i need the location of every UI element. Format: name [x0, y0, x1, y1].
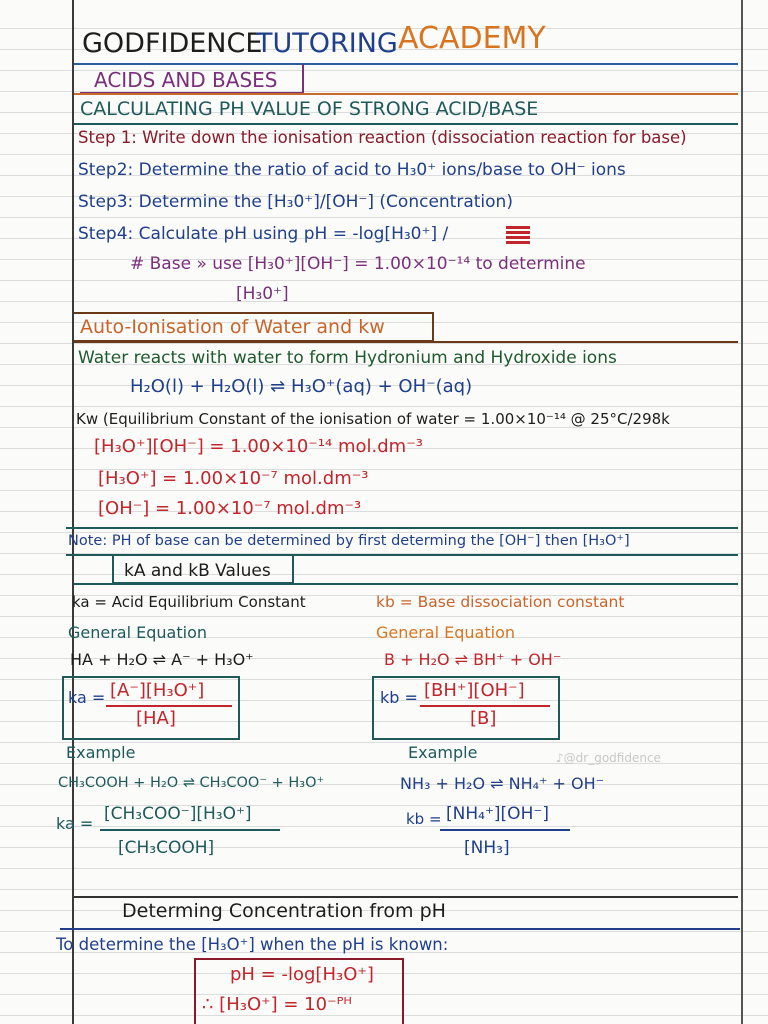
left-margin-line: [72, 0, 74, 1024]
step-4: Step4: Calculate pH using pH = -log[H₃0⁺] /: [78, 224, 449, 244]
kb-label: kb =: [380, 688, 418, 707]
kb-reaction: B + H₂O ⇌ BH⁺ + OH⁻: [384, 650, 562, 669]
kb-example-label: Example: [408, 743, 478, 762]
kb-numerator: [BH⁺][OH⁻]: [424, 680, 525, 701]
note-top-line: [66, 527, 738, 529]
subtitle-box: [80, 64, 304, 94]
autoion-heading: Auto-Ionisation of Water and kw: [80, 316, 385, 338]
kb-denominator: [B]: [470, 708, 497, 729]
ka-example-denominator: [CH₃COOH]: [118, 838, 215, 858]
title-academy: ACADEMY: [398, 21, 546, 56]
ka-numerator: [A⁻][H₃O⁺]: [110, 680, 205, 701]
base-note-continued: [H₃0⁺]: [236, 284, 289, 304]
note-text: Note: PH of base can be determined by first determing the [OH⁻] then [H₃O⁺]: [68, 533, 630, 549]
ka-example-fraction-line: [100, 829, 280, 831]
kb-fraction-line: [420, 705, 550, 707]
subtitle-underline: [74, 93, 738, 95]
kb-example-numerator: [NH₄⁺][OH⁻]: [446, 804, 549, 824]
ka-general-equation: General Equation: [68, 623, 207, 642]
kb-definition: kb = Base dissociation constant: [376, 593, 625, 611]
title-godfidence: GODFIDENCE: [82, 28, 263, 59]
conc-top-line: [74, 896, 738, 898]
conc-heading: Determing Concentration from pH: [122, 900, 446, 922]
ka-fraction-line: [106, 705, 232, 707]
conc-eq2: ∴ [H₃O⁺] = 10⁻ᴾᴴ: [202, 994, 352, 1015]
kb-example-denominator: [NH₃]: [464, 838, 510, 858]
ka-example-reaction: CH₃COOH + H₂O ⇌ CH₃COO⁻ + H₃O⁺: [58, 775, 325, 791]
ka-example-label: Example: [66, 743, 136, 762]
title-tutoring: TUTORING: [256, 28, 398, 59]
autoion-heading-box: [74, 312, 434, 342]
strong-heading-underline: [74, 123, 738, 125]
conc-eq1: pH = -log[H₃O⁺]: [230, 964, 374, 985]
kw-eq1: [H₃O⁺][OH⁻] = 1.00×10⁻¹⁴ mol.dm⁻³: [94, 436, 423, 457]
ka-example-numerator: [CH₃COO⁻][H₃O⁺]: [104, 804, 252, 824]
ka-definition: ka = Acid Equilibrium Constant: [72, 593, 306, 611]
ka-example-label-eq: ka =: [56, 814, 94, 833]
kakb-underline: [74, 583, 738, 585]
watermark-handle: ♪@dr_godfidence: [556, 751, 661, 765]
kb-example-reaction: NH₃ + H₂O ⇌ NH₄⁺ + OH⁻: [400, 774, 605, 793]
kb-example-label-eq: kb =: [406, 810, 442, 828]
right-margin-line: [741, 0, 743, 1024]
step-1: Step 1: Write down the ionisation reaction (dissociation reaction for base): [78, 128, 687, 147]
kakb-heading-box: [112, 556, 294, 584]
scribble-mark: [506, 224, 530, 244]
ka-label: ka =: [68, 688, 106, 707]
autoion-reaction: H₂O(l) + H₂O(l) ⇌ H₃O⁺(aq) + OH⁻(aq): [130, 376, 473, 397]
strong-heading: CALCULATING PH VALUE OF STRONG ACID/BASE: [80, 98, 539, 120]
kb-example-fraction-line: [440, 829, 570, 831]
kakb-heading: kA and kB Values: [124, 561, 271, 581]
ka-reaction: HA + H₂O ⇌ A⁻ + H₃O⁺: [70, 650, 254, 669]
autoion-underline: [74, 341, 738, 343]
base-note: # Base » use [H₃0⁺][OH⁻] = 1.00×10⁻¹⁴ to determine: [130, 254, 586, 274]
conc-intro: To determine the [H₃O⁺] when the pH is known:: [56, 935, 449, 954]
conc-heading-underline: [60, 928, 740, 930]
autoion-line1: Water reacts with water to form Hydronium and Hydroxide ions: [78, 348, 617, 368]
ka-denominator: [HA]: [136, 708, 176, 729]
kw-eq2: [H₃O⁺] = 1.00×10⁻⁷ mol.dm⁻³: [98, 468, 369, 489]
kw-eq3: [OH⁻] = 1.00×10⁻⁷ mol.dm⁻³: [98, 498, 362, 519]
subtitle-acids-bases: ACIDS AND BASES: [94, 68, 278, 92]
kw-definition: Kw (Equilibrium Constant of the ionisation of water = 1.00×10⁻¹⁴ @ 25°C/298k: [76, 410, 670, 428]
step-2: Step2: Determine the ratio of acid to H₃0⁺ ions/base to OH⁻ ions: [78, 160, 626, 180]
step-3: Step3: Determine the [H₃0⁺]/[OH⁻] (Concentration): [78, 192, 513, 212]
kb-general-equation: General Equation: [376, 623, 515, 642]
